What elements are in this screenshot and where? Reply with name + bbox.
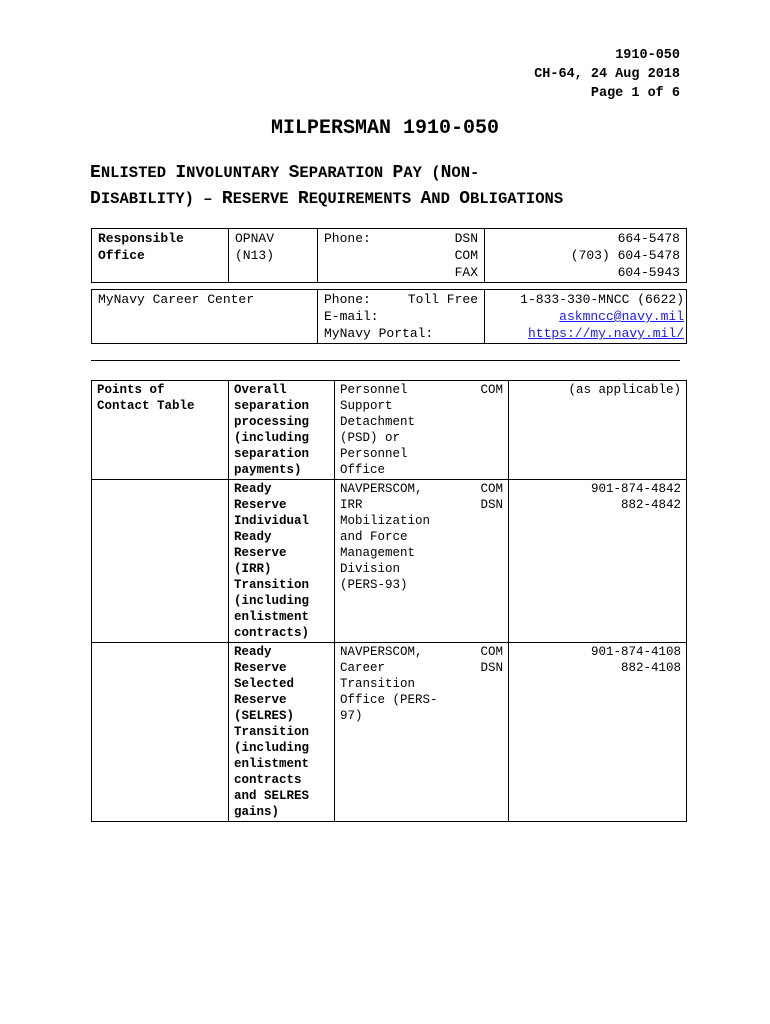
page-number: Page 1 of 6 <box>590 86 680 101</box>
contact-label-right: Toll Free <box>407 292 478 307</box>
contact-label: MyNavy Portal: <box>324 326 434 341</box>
toll-free-number: 1-833-330-MNCC (6622) <box>520 292 684 307</box>
phone-types-cell <box>318 229 485 283</box>
poc-office-name: Personnel Support Detachment (PSD) or Personnel Office <box>340 383 416 477</box>
document-title: MILPERSMAN 1910-050 <box>270 117 500 140</box>
poc-label-cell: Points of Contact Table <box>92 381 229 480</box>
poc-phone-numbers: (as applicable) <box>509 381 687 480</box>
document-subtitle <box>90 160 690 212</box>
email-link[interactable]: askmncc@navy.mil <box>559 309 684 324</box>
responsible-office-table <box>91 228 687 283</box>
career-center-table <box>91 289 687 344</box>
poc-topic: Ready Reserve Selected Reserve (SELRES) Transition (including enlistment contracts and SELRES gains) <box>229 643 335 822</box>
contact-label: Phone: <box>324 292 371 307</box>
poc-phone-types: COM DSN <box>480 645 503 675</box>
portal-link[interactable]: https://my.navy.mil/ <box>527 326 684 341</box>
responsible-office-name: OPNAV (N13) <box>229 229 318 283</box>
poc-phone-types: COM <box>480 383 503 397</box>
phone-type: DSN <box>454 231 478 246</box>
subtitle-line-1: ENLISTED INVOLUNTARY SEPARATION PAY (NON- <box>90 163 480 183</box>
poc-label-cell <box>92 480 229 643</box>
poc-office-name: NAVPERSCOM, Career Transition Office (PERS-97) <box>340 645 438 723</box>
poc-label-cell <box>92 643 229 822</box>
phone-number: 664-5478 <box>617 231 680 246</box>
contact-label: E-mail: <box>324 309 379 324</box>
table-row <box>92 480 687 643</box>
poc-topic: Overall separation processing (including separation payments) <box>229 381 335 480</box>
poc-phone-numbers: 901-874-4108 882-4108 <box>509 643 687 822</box>
phone-number: 604-5943 <box>617 265 680 280</box>
horizontal-divider <box>91 360 680 361</box>
career-center-name: MyNavy Career Center <box>92 290 318 344</box>
poc-topic: Ready Reserve Individual Ready Reserve (IRR) Transition (including enlistment contracts) <box>229 480 335 643</box>
poc-office-name: NAVPERSCOM, IRR Mobilization and Force Management Division (PERS-93) <box>340 482 431 592</box>
page-header <box>534 46 680 103</box>
phone-numbers-cell <box>485 229 687 283</box>
phone-type: COM <box>454 248 478 263</box>
phone-label: Phone: <box>324 231 371 246</box>
poc-office <box>335 480 509 643</box>
subtitle-line-2: DISABILITY) – RESERVE REQUIREMENTS AND OBLIGATIONS <box>90 189 564 209</box>
phone-number: (703) 604-5478 <box>570 248 680 263</box>
contact-labels-cell <box>318 290 485 344</box>
poc-phone-types: COM DSN <box>480 482 503 512</box>
phone-type: FAX <box>454 265 478 280</box>
table-row <box>92 643 687 822</box>
poc-phone-numbers: 901-874-4842 882-4842 <box>509 480 687 643</box>
poc-office <box>335 381 509 480</box>
points-of-contact-table <box>91 380 687 822</box>
change-date: CH-64, 24 Aug 2018 <box>534 67 680 82</box>
contact-values-cell <box>485 290 687 344</box>
poc-office <box>335 643 509 822</box>
doc-number: 1910-050 <box>615 48 680 63</box>
responsible-office-label: Responsible Office <box>92 229 229 283</box>
table-row <box>92 381 687 480</box>
